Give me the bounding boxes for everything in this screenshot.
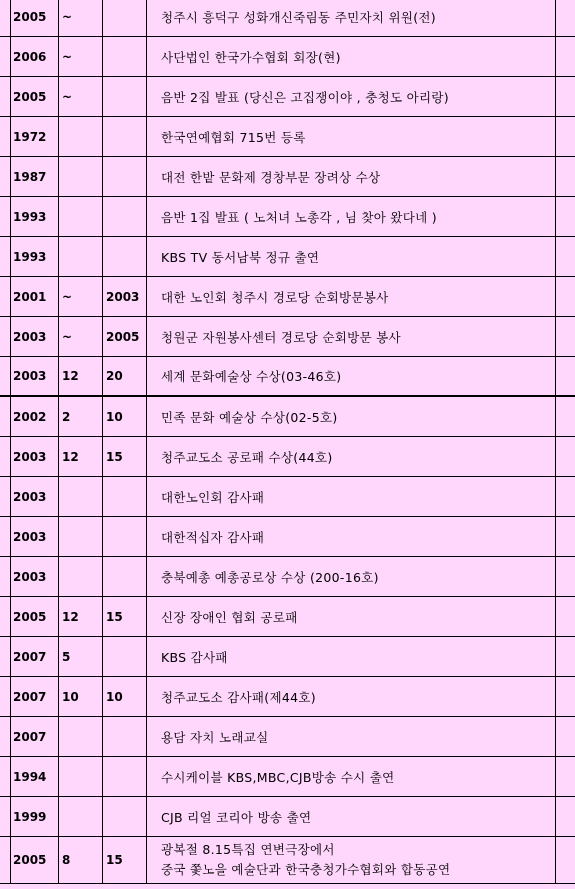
table-row xyxy=(0,397,575,437)
day-cell: 10 xyxy=(106,689,123,704)
table-row xyxy=(0,277,575,317)
year-cell: 2002 xyxy=(13,409,47,424)
table-row xyxy=(0,157,575,197)
year-cell: 2007 xyxy=(13,729,47,744)
year-cell: 1999 xyxy=(13,809,47,824)
description-line-1: 광복절 8.15특집 연변극장에서 xyxy=(161,842,335,857)
month-cell: ~ xyxy=(62,49,73,64)
year-cell: 2005 xyxy=(13,853,47,867)
year-cell: 2001 xyxy=(13,289,47,304)
description-cell: 청주시 흥덕구 성화개신죽림동 주민자치 위원(전) xyxy=(161,9,436,25)
year-cell: 2003 xyxy=(13,329,47,344)
year-cell: 1993 xyxy=(13,209,47,224)
day-cell: 2005 xyxy=(106,329,140,344)
description-cell: 대한 노인회 청주시 경로당 순회방문봉사 xyxy=(161,289,389,305)
month-cell: 8 xyxy=(62,853,71,867)
year-cell: 2003 xyxy=(13,529,47,544)
year-cell: 2005 xyxy=(13,89,47,104)
year-cell: 2005 xyxy=(13,9,47,24)
table-row xyxy=(0,797,575,837)
day-cell: 10 xyxy=(106,409,123,424)
description-cell: CJB 리얼 코리아 방송 출연 xyxy=(161,809,312,825)
table-row xyxy=(0,837,575,884)
description-cell: 대한노인회 감사패 xyxy=(161,489,265,505)
table-row xyxy=(0,197,575,237)
description-cell: 청원군 자원봉사센터 경로당 순회방문 봉사 xyxy=(161,329,401,345)
year-cell: 2003 xyxy=(13,489,47,504)
description-cell: 민족 문화 예술상 수상(02-5호) xyxy=(161,409,338,425)
table-row xyxy=(0,517,575,557)
table-row xyxy=(0,677,575,717)
description-cell: 음반 1집 발표 ( 노처녀 노총각 , 님 찾아 왔다네 ) xyxy=(161,209,437,225)
year-cell: 2006 xyxy=(13,49,47,64)
year-cell: 2003 xyxy=(13,569,47,584)
year-cell: 1994 xyxy=(13,769,47,784)
description-cell: 충북예총 예총공로상 수상 (200-16호) xyxy=(161,569,379,585)
month-cell: 2 xyxy=(62,409,71,424)
table-row xyxy=(0,0,575,37)
year-cell: 1972 xyxy=(13,129,47,144)
month-cell: ~ xyxy=(62,289,73,304)
month-cell: 12 xyxy=(62,449,79,464)
month-cell: 5 xyxy=(62,649,71,664)
year-cell: 2003 xyxy=(13,449,47,464)
description-cell: 사단법인 한국가수협회 회장(현) xyxy=(161,49,341,65)
day-cell: 15 xyxy=(106,609,123,624)
description-cell: 용담 자치 노래교실 xyxy=(161,729,269,745)
month-cell: 12 xyxy=(62,609,79,624)
year-cell: 2005 xyxy=(13,609,47,624)
table-row xyxy=(0,757,575,797)
description-cell: KBS TV 동서남북 정규 출연 xyxy=(161,249,320,265)
month-cell: 10 xyxy=(62,689,79,704)
table-row xyxy=(0,37,575,77)
year-cell: 1987 xyxy=(13,169,47,184)
table-row xyxy=(0,357,575,397)
description-cell: 세계 문화예술상 수상(03-46호) xyxy=(161,369,342,384)
description-cell xyxy=(161,837,450,883)
year-cell: 2003 xyxy=(13,369,47,383)
description-cell: 대전 한밭 문화제 경창부문 장려상 수상 xyxy=(161,169,381,185)
table-row xyxy=(0,717,575,757)
description-cell: 수시케이블 KBS,MBC,CJB방송 수시 출연 xyxy=(161,769,395,785)
table-row xyxy=(0,237,575,277)
description-cell: 신장 장애인 협회 공로패 xyxy=(161,609,298,625)
year-cell: 1993 xyxy=(13,249,47,264)
description-line-2: 중국 쫓노을 예술단과 한국충청가수협회와 합동공연 xyxy=(161,862,451,877)
day-cell: 20 xyxy=(106,369,123,383)
description-cell: 한국연예협회 715번 등록 xyxy=(161,129,306,145)
description-cell: 청주교도소 공로패 수상(44호) xyxy=(161,449,333,465)
description-cell: 음반 2집 발표 (당신은 고집쟁이야 , 충청도 아리랑) xyxy=(161,89,449,105)
description-cell: KBS 감사패 xyxy=(161,649,228,665)
description-cell: 청주교도소 감사패(제44호) xyxy=(161,689,316,705)
table-row xyxy=(0,437,575,477)
table-row xyxy=(0,557,575,597)
table-row xyxy=(0,77,575,117)
description-cell: 대한적십자 감사패 xyxy=(161,529,265,545)
table-row xyxy=(0,317,575,357)
table-row xyxy=(0,597,575,637)
month-cell: ~ xyxy=(62,329,73,344)
month-cell: ~ xyxy=(62,9,73,24)
day-cell: 15 xyxy=(106,853,123,867)
day-cell: 15 xyxy=(106,449,123,464)
month-cell: 12 xyxy=(62,369,79,383)
month-cell: ~ xyxy=(62,89,73,104)
day-cell: 2003 xyxy=(106,289,140,304)
table-row xyxy=(0,477,575,517)
table-row xyxy=(0,637,575,677)
year-cell: 2007 xyxy=(13,649,47,664)
table-row xyxy=(0,117,575,157)
year-cell: 2007 xyxy=(13,689,47,704)
